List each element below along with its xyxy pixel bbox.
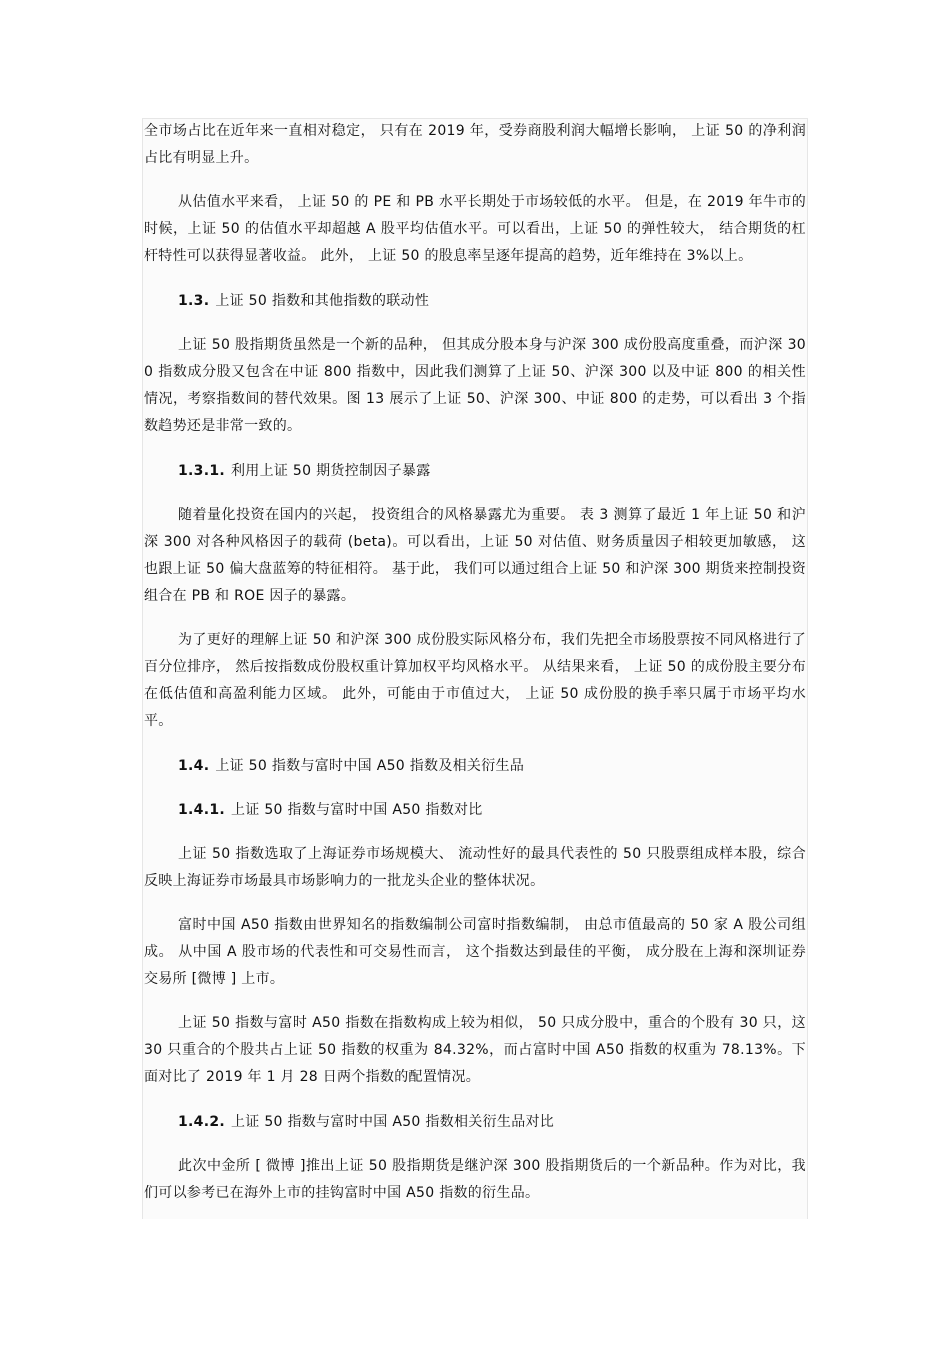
spacer (144, 735, 806, 753)
section-title: 利用上证 50 期货控制因子暴露 (230, 463, 431, 479)
paragraph-index-correlation: 上证 50 股指期货虽然是一个新的品种， 但其成分股本身与沪深 300 成份股高度重叠，而沪深 300 指数成分股又包含在中证 800 指数中，因此我们测算了上证 50、沪深 300 以及中证 800 的相关性情况，考察指数间的替代效果。图 13 展示了上证 50、沪深 300、中证 800 的走势，可以看出 3 个指数趋势还是非常一致的。 (144, 337, 806, 434)
paragraph-style-distribution: 为了更好的理解上证 50 和沪深 300 成份股实际风格分布，我们先把全市场股票按不同风格进行了百分位排序， 然后按指数成份股权重计算加权平均风格水平。 从结果来看， 上证 50 的成份股主要分布在低估值和高盈利能力区域。 此外，可能由于市值过大， 上证 50 成份股的换手率只属于市场平均水平。 (144, 632, 806, 729)
section-title: 上证 50 指数和其他指数的联动性 (215, 293, 430, 309)
section-heading-1-3 (144, 288, 806, 315)
section-number: 1.4.2. (178, 1114, 225, 1130)
spacer (144, 993, 806, 1010)
section-heading-1-4-2 (144, 1109, 806, 1136)
spacer (144, 485, 806, 502)
spacer (144, 1091, 806, 1109)
spacer (144, 172, 806, 189)
paragraph-ftse-a50-description: 富时中国 A50 指数由世界知名的指数编制公司富时指数编制， 由总市值最高的 50 家 A 股公司组成。 从中国 A 股市场的代表性和可交易性而言， 这个指数达到最佳的平衡， 成分股在上海和深圳证券交易所 [微博 ] 上市。 (144, 917, 806, 987)
spacer (144, 610, 806, 627)
spacer (144, 895, 806, 912)
section-heading-1-4 (144, 753, 806, 780)
section-heading-1-3-1 (144, 458, 806, 485)
section-number: 1.3. (178, 293, 210, 309)
paragraph-net-profit-share: 全市场占比在近年来一直相对稳定， 只有在 2019 年，受券商股利润大幅增长影响， 上证 50 的净利润占比有明显上升。 (144, 123, 806, 166)
section-title: 上证 50 指数与富时中国 A50 指数对比 (230, 802, 483, 818)
paragraph-valuation: 从估值水平来看， 上证 50 的 PE 和 PB 水平长期处于市场较低的水平。 但是，在 2019 年牛市的时候，上证 50 的估值水平却超越 A 股平均估值水平。可以看出，上证 50 的弹性较大， 结合期货的杠杆特性可以获得显著收益。 此外， 上证 50 的股息率呈逐年提高的趋势，近年维持在 3%以上。 (144, 194, 806, 264)
document-body (144, 118, 806, 1207)
paragraph-index-overlap: 上证 50 指数与富时 A50 指数在指数构成上较为相似， 50 只成分股中，重合的个股有 30 只，这 30 只重合的个股共占上证 50 指数的权重为 84.32%，而占富时中国 A50 指数的权重为 78.13%。下面对比了 2019 年 1 月 28 日两个指数的配置情况。 (144, 1015, 806, 1085)
section-number: 1.3.1. (178, 463, 225, 479)
section-title: 上证 50 指数与富时中国 A50 指数及相关衍生品 (215, 758, 525, 774)
paragraph-sse50-description: 上证 50 指数选取了上海证券市场规模大、 流动性好的最具代表性的 50 只股票组成样本股，综合反映上海证券市场最具市场影响力的一批龙头企业的整体状况。 (144, 846, 806, 889)
section-number: 1.4.1. (178, 802, 225, 818)
spacer (144, 270, 806, 288)
spacer (144, 824, 806, 841)
section-heading-1-4-1 (144, 797, 806, 824)
paragraph-derivatives: 此次中金所 [ 微博 ]推出上证 50 股指期货是继沪深 300 股指期货后的一个新品种。作为对比，我们可以参考已在海外上市的挂钩富时中国 A50 指数的衍生品。 (144, 1158, 806, 1201)
section-title: 上证 50 指数与富时中国 A50 指数相关衍生品对比 (230, 1114, 555, 1130)
spacer (144, 1136, 806, 1153)
spacer (144, 315, 806, 332)
spacer (144, 780, 806, 797)
section-number: 1.4. (178, 758, 210, 774)
spacer (144, 440, 806, 458)
paragraph-factor-exposure: 随着量化投资在国内的兴起， 投资组合的风格暴露尤为重要。 表 3 测算了最近 1 年上证 50 和沪深 300 对各种风格因子的载荷 (beta)。可以看出，上证 50 对估值、财务质量因子相较更加敏感， 这也跟上证 50 偏大盘蓝筹的特征相符。 基于此， 我们可以通过组合上证 50 和沪深 300 期货来控制投资组合在 PB 和 ROE 因子的暴露。 (144, 507, 806, 604)
